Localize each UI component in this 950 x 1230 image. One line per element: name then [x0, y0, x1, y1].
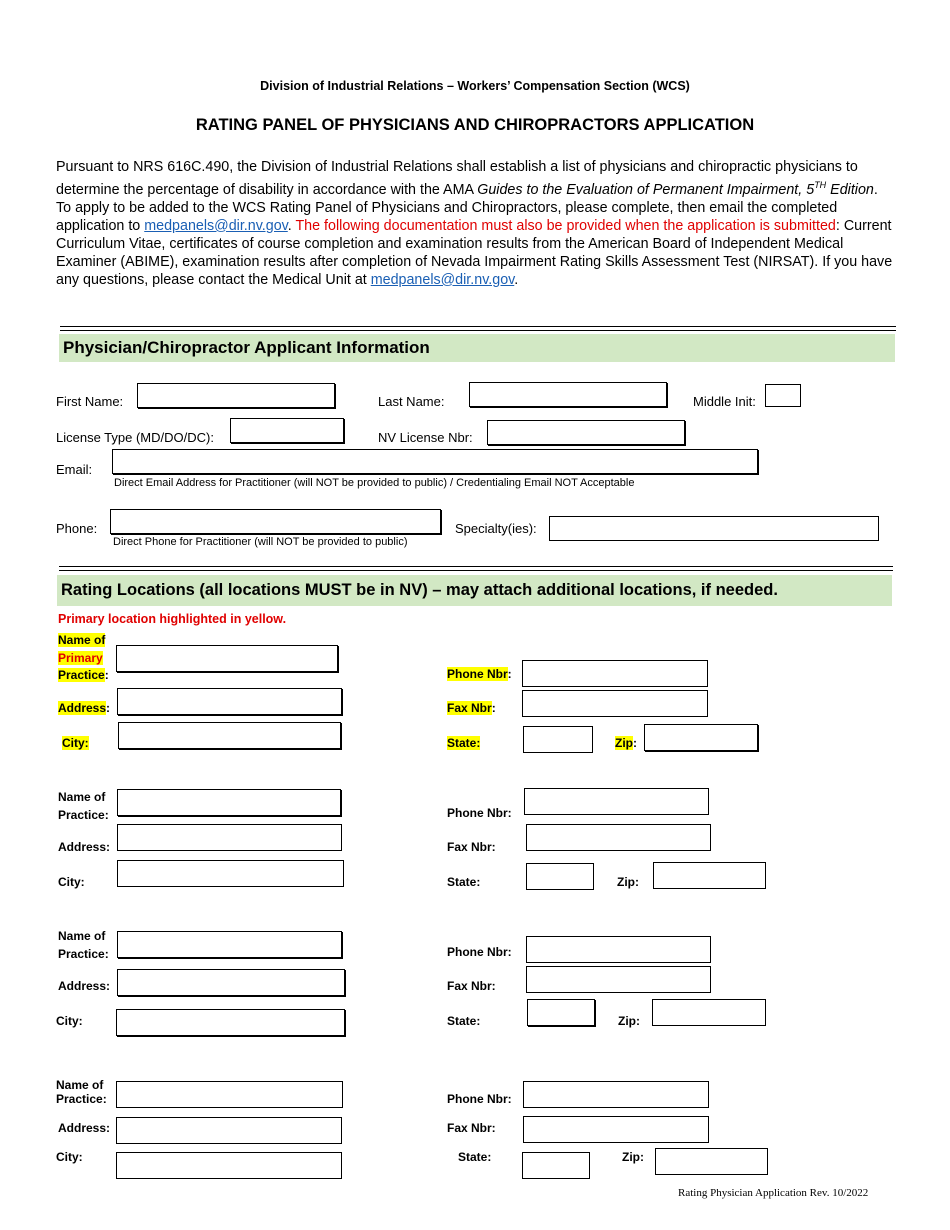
primary-zip-label: Zip: [615, 736, 637, 750]
phone-label: Phone: [56, 521, 98, 536]
license-type-label: License Type (MD/DO/DC): [56, 430, 214, 445]
address-label: Address: [58, 840, 111, 854]
address-field[interactable] [117, 969, 345, 996]
phone-nbr-field[interactable] [526, 936, 711, 963]
middle-init-field[interactable] [765, 384, 801, 407]
division-heading: Division of Industrial Relations – Workers’ Compensation Section (WCS) [260, 79, 690, 93]
phone-nbr-label: Phone Nbr: [447, 945, 512, 959]
email-label: Email: [56, 462, 93, 477]
primary-state-field[interactable] [523, 726, 593, 753]
city-field[interactable] [117, 860, 344, 887]
primary-address-label: Address: [58, 701, 111, 715]
state-label: State: [458, 1150, 492, 1164]
state-field[interactable] [527, 999, 595, 1026]
phone-nbr-label: Phone Nbr: [447, 1092, 512, 1106]
practice-name-label: Name of Practice: [56, 1078, 107, 1106]
practice-name-field[interactable] [116, 1081, 343, 1108]
zip-field[interactable] [655, 1148, 768, 1175]
fax-nbr-label: Fax Nbr: [447, 1121, 496, 1135]
primary-practice-name-field[interactable] [116, 645, 338, 672]
city-field[interactable] [116, 1009, 345, 1036]
email-link[interactable]: medpanels@dir.nv.gov [144, 217, 288, 234]
primary-zip-field[interactable] [644, 724, 758, 751]
primary-fax-label: Fax Nbr: [447, 701, 496, 715]
specialty-field[interactable] [549, 516, 879, 541]
zip-label: Zip: [617, 875, 639, 889]
required-docs-notice: The following documentation must also be provided when the application is submitted [295, 217, 836, 234]
guides-title: Guides to the Evaluation of Permanent Impairment, 5TH Edition [477, 180, 874, 198]
practice-name-label: Name of Practice: [58, 929, 109, 961]
address-field[interactable] [117, 824, 342, 851]
state-label: State: [447, 875, 481, 889]
intro-text-3: : Current Curriculum Vitae, certificates of course completion and examination results from the American Board of Independent Medical Examiner (ABIME), examination results after completion of Nevada Impairment Rating Skills Assessment Test (NIRSAT). If you have any questions, please contact the Medical Unit at [56, 217, 893, 288]
zip-label: Zip: [622, 1150, 644, 1164]
state-field[interactable] [526, 863, 594, 890]
nv-license-label: NV License Nbr: [378, 430, 473, 445]
primary-practice-name-label: Name of Primary Practice: [58, 633, 109, 682]
edition-superscript: TH [814, 180, 827, 190]
city-label: City: [56, 1014, 83, 1028]
phone-nbr-field[interactable] [524, 788, 709, 815]
state-label: State: [447, 1014, 481, 1028]
zip-field[interactable] [653, 862, 766, 889]
last-name-label: Last Name: [378, 394, 445, 409]
city-label: City: [58, 875, 85, 889]
fax-nbr-field[interactable] [523, 1116, 709, 1143]
license-type-field[interactable] [230, 418, 344, 443]
fax-nbr-field[interactable] [526, 824, 711, 851]
practice-name-field[interactable] [117, 931, 342, 958]
applicant-section-header: Physician/Chiropractor Applicant Information [59, 334, 895, 362]
revision-footer: Rating Physician Application Rev. 10/2022 [678, 1187, 869, 1199]
phone-nbr-field[interactable] [523, 1081, 709, 1108]
fax-nbr-field[interactable] [526, 966, 711, 993]
city-field[interactable] [116, 1152, 342, 1179]
primary-phone-field[interactable] [522, 660, 708, 687]
last-name-field[interactable] [469, 382, 667, 407]
city-label: City: [56, 1150, 83, 1164]
first-name-label: First Name: [56, 394, 124, 409]
fax-nbr-label: Fax Nbr: [447, 840, 496, 854]
phone-field[interactable] [110, 509, 441, 534]
email-field[interactable] [112, 449, 758, 474]
intro-text-1: Pursuant to NRS 616C.490, the Division of Industrial Relations shall establish a list of physicians and chiropractic physicians to determine the percentage of disability in accordance with the AMA [56, 159, 858, 198]
intro-paragraph: Pursuant to NRS 616C.490, the Division of Industrial Relations shall establish a list of physicians and chiropractic physicians to determine the percentage of disability in accordance with the AMA Guides to the Evaluation of Permanent Impairment, 5TH Edition. To apply to be added to the WCS Rating Panel of Physicians and Chiropractors, please complete, then email the completed application to medpanels@dir.nv.gov. The following documentation must also be provided when the application is submitted: Current Curriculum Vitae, certificates of course completion and examination results from the American Board of Independent Medical Examiner (ABIME), examination results after completion of Nevada Impairment Rating Skills Assessment Test (NIRSAT). If you have any questions, please contact the Medical Unit at medpanels@dir.nv.gov. [56, 159, 893, 288]
primary-state-label: State: [447, 736, 481, 750]
locations-section-header: Rating Locations (all locations MUST be in NV) – may attach additional locations, if needed. [57, 575, 892, 606]
zip-field[interactable] [652, 999, 766, 1026]
zip-label: Zip: [618, 1014, 640, 1028]
primary-phone-label: Phone Nbr: [447, 667, 512, 681]
address-label: Address: [58, 979, 111, 993]
contact-email-link[interactable]: medpanels@dir.nv.gov [370, 271, 515, 288]
primary-city-label: City: [62, 736, 89, 750]
state-field[interactable] [522, 1152, 590, 1179]
primary-fax-field[interactable] [522, 690, 708, 717]
phone-note: Direct Phone for Practitioner (will NOT be provided to public) [113, 536, 408, 548]
nv-license-field[interactable] [487, 420, 685, 445]
specialty-label: Specialty(ies): [455, 521, 537, 536]
middle-init-label: Middle Init: [693, 394, 756, 409]
primary-location-note: Primary location highlighted in yellow. [58, 612, 287, 626]
first-name-field[interactable] [137, 383, 335, 408]
phone-nbr-label: Phone Nbr: [447, 806, 512, 820]
practice-name-field[interactable] [117, 789, 341, 816]
address-field[interactable] [116, 1117, 342, 1144]
primary-address-field[interactable] [117, 688, 342, 715]
practice-name-label: Name of Practice: [58, 790, 109, 822]
section-divider [60, 326, 896, 331]
page-title: RATING PANEL OF PHYSICIANS AND CHIROPRACTORS APPLICATION [195, 116, 755, 134]
primary-city-field[interactable] [118, 722, 341, 749]
address-label: Address: [58, 1121, 111, 1135]
section-divider [59, 566, 893, 571]
fax-nbr-label: Fax Nbr: [447, 979, 496, 993]
intro-text-2: . To apply to be added to the WCS Rating Panel of Physicians and Chiropractors, please complete, then email the completed application to [56, 181, 878, 234]
email-note: Direct Email Address for Practitioner (will NOT be provided to public) / Credentialing Email NOT Acceptable [114, 477, 635, 489]
